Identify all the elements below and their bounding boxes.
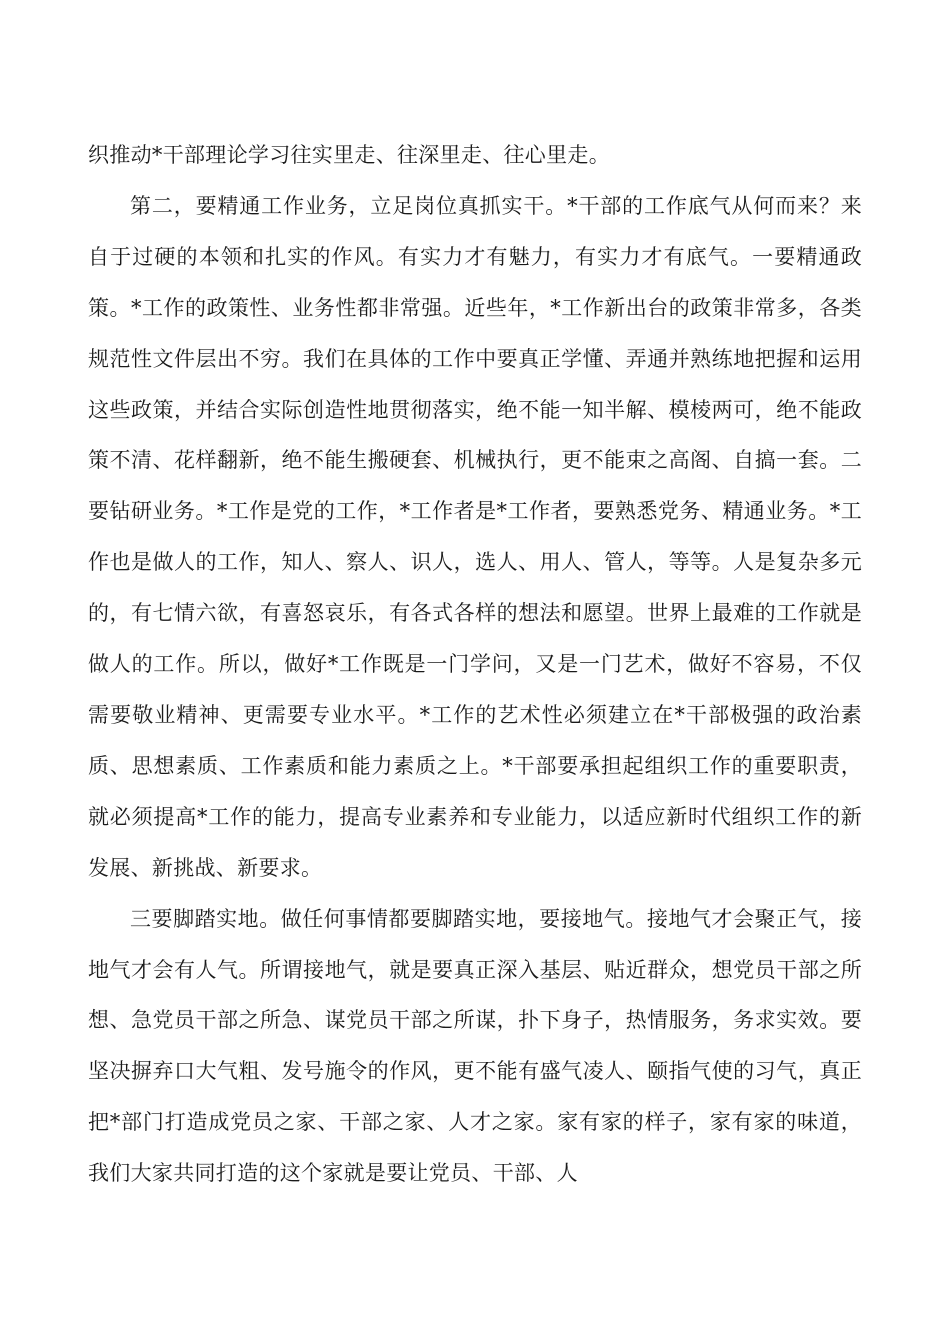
document-body — [88, 130, 862, 1199]
paragraph-2: 第二，要精通工作业务，立足岗位真抓实干。*干部的工作底气从何而来？来自于过硬的本领和扎实的作风。有实力才有魅力，有实力才有底气。一要精通政策。*工作的政策性、业务性都非常强。近些年，*工作新出台的政策非常多，各类规范性文件层出不穷。我们在具体的工作中要真正学懂、弄通并熟练地把握和运用这些政策，并结合实际创造性地贯彻落实，绝不能一知半解、模棱两可，绝不能政策不清、花样翻新，绝不能生搬硬套、机械执行，更不能束之高阁、自搞一套。二要钻研业务。*工作是党的工作，*工作者是*工作者，要熟悉党务、精通业务。*工作也是做人的工作，知人、察人、识人，选人、用人、管人，等等。人是复杂多元的，有七情六欲，有喜怒哀乐，有各式各样的想法和愿望。世界上最难的工作就是做人的工作。所以，做好*工作既是一门学问，又是一门艺术，做好不容易，不仅需要敬业精神、更需要专业水平。*工作的艺术性必须建立在*干部极强的政治素质、思想素质、工作素质和能力素质之上。*干部要承担起组织工作的重要职责，就必须提高*工作的能力，提高专业素养和专业能力，以适应新时代组织工作的新发展、新挑战、新要求。 — [88, 193, 862, 880]
paragraph-3: 三要脚踏实地。做任何事情都要脚踏实地，要接地气。接地气才会聚正气，接地气才会有人气。所谓接地气，就是要真正深入基层、贴近群众，想党员干部之所想、急党员干部之所急、谋党员干部之所谋，扑下身子，热情服务，务求实效。要坚决摒弃口大气粗、发号施令的作风，更不能有盛气凌人、颐指气使的习气，真正把*部门打造成党员之家、干部之家、人才之家。家有家的样子，家有家的味道，我们大家共同打造的这个家就是要让党员、干部、人 — [88, 906, 862, 1186]
paragraph-1: 织推动*干部理论学习往实里走、往深里走、往心里走。 — [88, 143, 610, 167]
